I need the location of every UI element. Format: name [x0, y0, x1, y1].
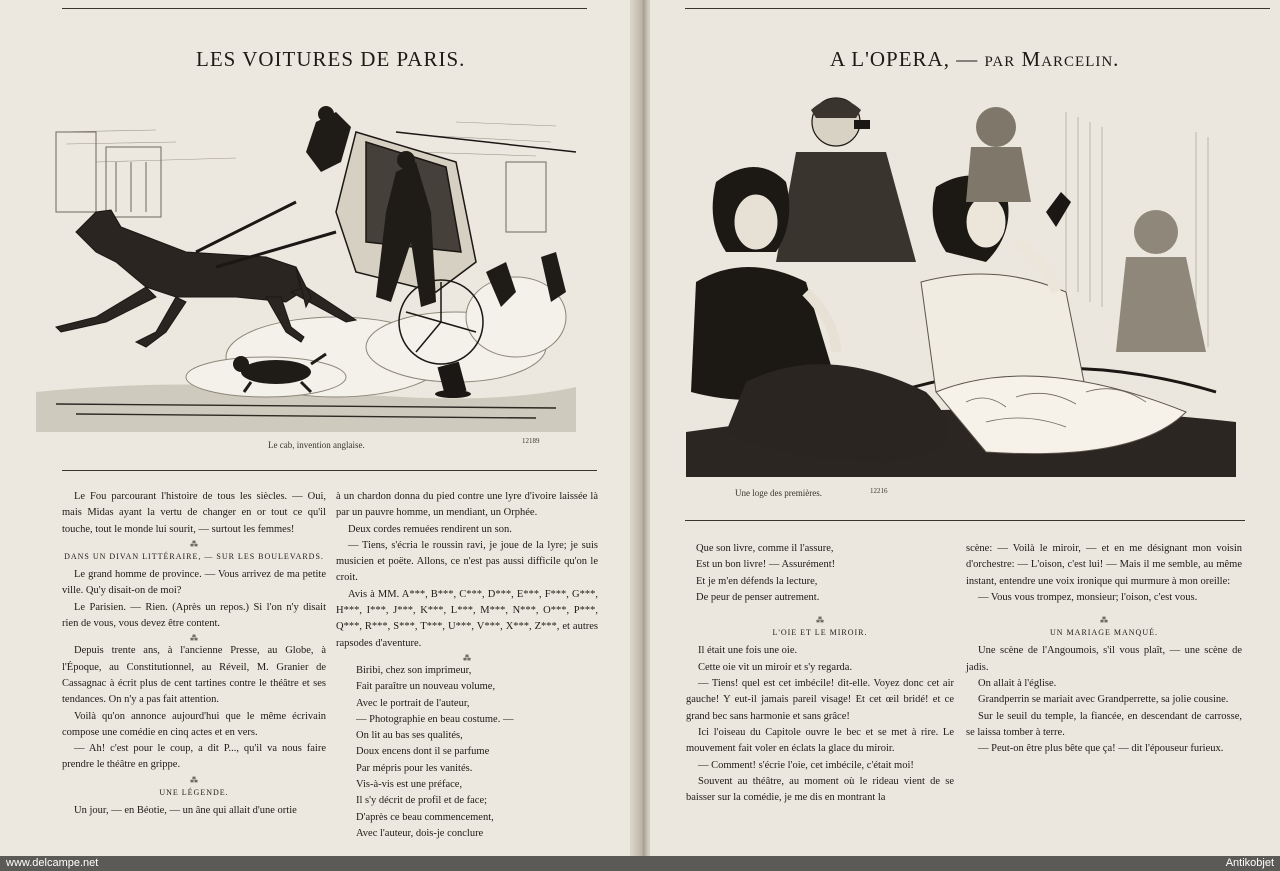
verse-block: [336, 663, 598, 842]
separator-stars: ⁂: [816, 616, 824, 626]
paragraph: Cette oie vit un miroir et s'y regarda.: [698, 661, 853, 673]
paragraph: Le Parisien. — Rien. (Après un repos.) Si l'on n'y disait rien de vous, vous devez être content.: [62, 601, 326, 630]
watermark-bar: [0, 856, 1280, 871]
verse-line: Il s'y décrit de profil et de face;: [356, 795, 488, 807]
verse-line: D'après ce beau commencement,: [356, 811, 494, 823]
verse-line: Fait paraître un nouveau volume,: [356, 681, 496, 693]
verse-line: On lit au bas ses qualités,: [356, 730, 463, 742]
right-column-2: [966, 541, 1242, 823]
right-page-title: A L'OPERA, — par Marcelin.: [830, 47, 1120, 71]
paragraph: Le Fou parcourant l'histoire de tous les siècles. — Oui, mais Midas ayant la vertu de changer en or tout ce qu'il touche, tout le monde lui sourit, — surtout les femmes!: [62, 491, 326, 535]
top-rule: [685, 8, 1270, 9]
separator-stars: ⁂: [1100, 616, 1108, 626]
separator-stars: ⁂: [463, 653, 471, 663]
verse-line: Avec le portrait de l'auteur,: [356, 697, 470, 709]
paragraph: Ici l'oiseau du Capitole ouvre le bec et se met à rire. Le mouvement fait voler en éclats la glace du miroir.: [686, 726, 954, 755]
paragraph: — Tiens! quel est cet imbécile! dit-elle. Voyez donc cet air gauche! Y eut-il jamais pareil visage! Et cet œil bridé! et ce grand bec sans harmonie et sans grâce!: [686, 678, 954, 722]
paragraph: scène: — Voilà le miroir, — et en me désignant mon voisin d'orchestre: — L'oison, c'est lui! — Mais il me semble, au même instant, entendre une voix ironique qui murmure à mon oreille:: [966, 543, 1242, 587]
section-heading: UNE LÉGENDE.: [159, 787, 229, 797]
separator-stars: ⁂: [190, 539, 198, 549]
verse-line: — Photographie en beau costume. —: [356, 713, 514, 725]
paragraph: Le grand homme de province. — Vous arrivez de ma petite ville. Qu'y disait-on de moi?: [62, 569, 326, 597]
poem-block: [686, 541, 954, 606]
verse-line: Vis-à-vis est une préface,: [356, 779, 463, 791]
section-heading: L'OIE ET LE MIROIR.: [772, 628, 868, 638]
left-plate-number: 12189: [522, 437, 540, 445]
verse-line: Avec l'auteur, dois-je conclure: [356, 827, 484, 839]
delcampe-link[interactable]: www.delcampe.net: [6, 857, 99, 869]
poem-line: Que son livre, comme il l'assure,: [696, 543, 834, 554]
left-page-title: LES VOITURES DE PARIS.: [196, 47, 466, 71]
paragraph: — Peut-on être plus bête que ça! — dit l'épouseur furieux.: [978, 743, 1224, 755]
paragraph: Un jour, — en Béotie, — un âne qui allait d'une ortie: [74, 805, 297, 817]
paragraph: Souvent au théâtre, au moment où le rideau vient de se baisser sur la comédie, je me dis en montrant la: [686, 775, 954, 804]
right-column-1: [686, 541, 954, 823]
section-heading: UN MARIAGE MANQUÉ.: [1050, 628, 1158, 638]
paragraph: On allait à l'église.: [978, 678, 1057, 690]
paragraph: à un chardon donna du pied contre une lyre d'ivoire laissée là par un pauvre homme, un mendiant, un Orphée.: [336, 491, 598, 519]
right-caption: Une loge des premières.: [735, 488, 822, 498]
seller-name: Antikobjet: [1225, 857, 1274, 869]
section-heading: DANS UN DIVAN LITTÉRAIRE, — SUR LES BOULEVARDS.: [64, 551, 324, 561]
poem-line: Et je m'en défends la lecture,: [696, 575, 818, 587]
paragraph: Depuis trente ans, à l'ancienne Presse, au Globe, à l'Époque, au Constitutionnel, au Réveil, M. Granier de Cassagnac à écrit plus de cent tartines contre le théâtre et ses tendances. On n'y a pas fait attention.: [62, 645, 326, 706]
separator-stars: ⁂: [190, 775, 198, 785]
left-page: [0, 0, 636, 856]
right-text-rule: [685, 520, 1245, 521]
left-column-1: [62, 489, 326, 819]
right-plate-number: 12216: [870, 487, 888, 495]
paragraph: — Tiens, s'écria le roussin ravi, je joue de la lyre; je suis musicien et poëte. Allons, ce n'est pas aussi difficile qu'on le croit.: [336, 539, 598, 584]
verse-line: Doux encens dont il se parfume: [356, 746, 490, 758]
right-page: [650, 0, 1280, 856]
paragraph: — Vous vous trompez, monsieur; l'oison, c'est vous.: [978, 591, 1198, 603]
left-text-rule: [62, 470, 597, 471]
paragraph: Voilà qu'on annonce aujourd'hui que le même écrivain compose une comédie en cinq actes et en vers.: [62, 710, 326, 738]
poem-line: De peur de penser autrement.: [696, 591, 820, 603]
paragraph: — Ah! c'est pour le coup, a dit P..., qu'il va nous faire prendre le théâtre en grippe.: [62, 743, 326, 771]
paragraph: Deux cordes remuées rendirent un son.: [348, 523, 512, 535]
verse-line: Biribi, chez son imprimeur,: [356, 664, 472, 676]
paragraph: Grandperrin se mariait avec Grandperrette, sa jolie cousine.: [978, 694, 1229, 706]
paragraph: — Comment! s'écrie l'oie, cet imbécile, c'était moi!: [698, 759, 914, 771]
separator-stars: ⁂: [190, 634, 198, 644]
left-column-2: [336, 489, 598, 839]
poem-line: Est un bon livre! — Assurément!: [696, 559, 836, 571]
opera-box-illustration: [686, 92, 1236, 477]
paragraph: Avis à MM. A***, B***, C***, D***, E***, F***, G***, H***, I***, J***, K***, L***, M***, N***, O***, P***, Q***, R***, S***, T***, U***, V***, X***, Z***, et autres rapsodes d'aventure.: [336, 588, 598, 649]
top-rule: [62, 8, 587, 9]
cab-accident-illustration: [36, 92, 576, 432]
left-caption: Le cab, invention anglaise.: [268, 440, 365, 450]
paragraph: Sur le seuil du temple, la fiancée, en descendant de carrosse, se laissa tomber à terre.: [966, 710, 1242, 738]
paragraph: Il était une fois une oie.: [698, 645, 798, 657]
paragraph: Une scène de l'Angoumois, s'il vous plaît, — une scène de jadis.: [966, 645, 1242, 673]
verse-line: Par mépris pour les vanités.: [356, 762, 473, 774]
